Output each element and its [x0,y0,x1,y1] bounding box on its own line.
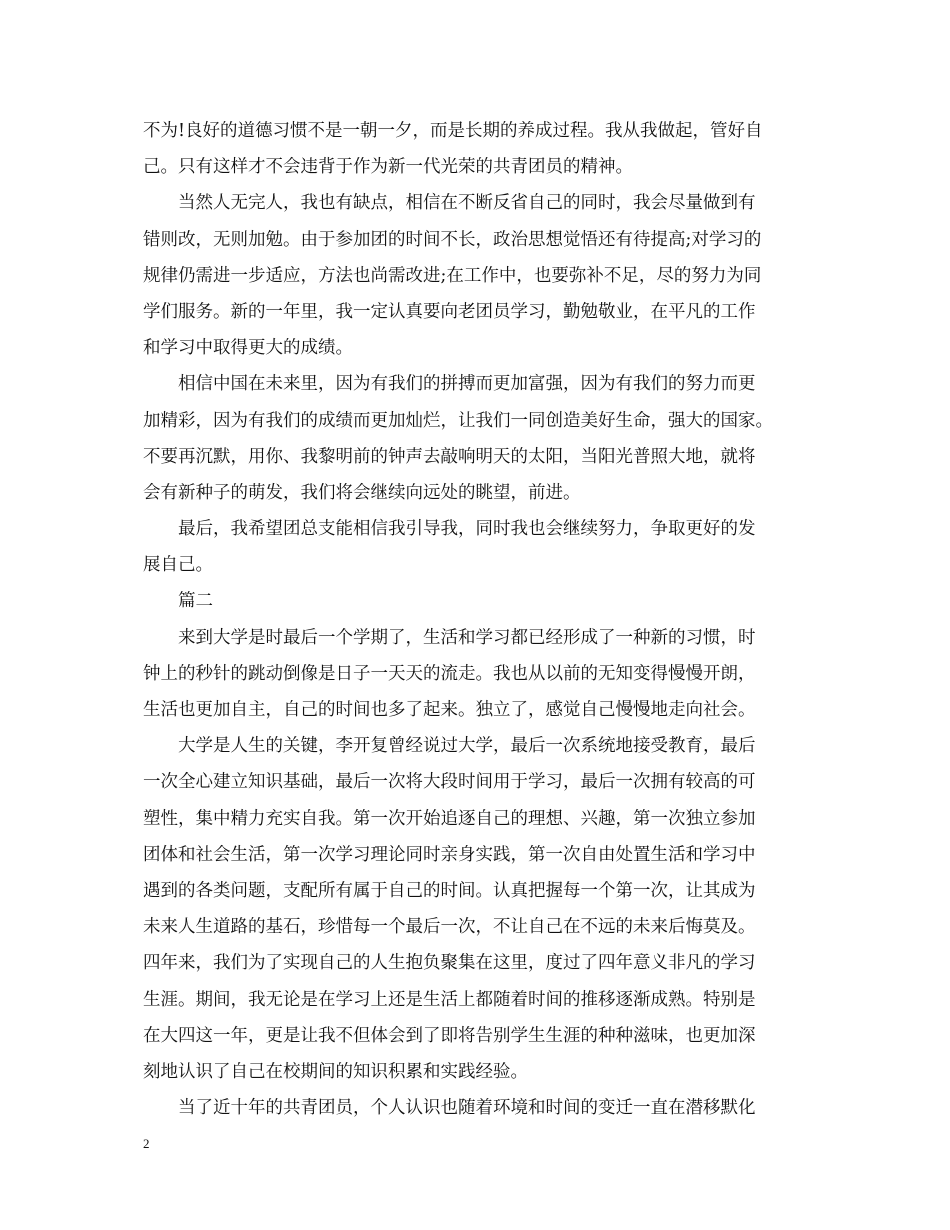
text-line: 钟上的秒针的跳动倒像是日子一天天的流走。我也从以前的无知变得慢慢开朗， [143,663,756,684]
text-line: 相信中国在未来里，因为有我们的拼搏而更加富强，因为有我们的努力而更 [178,374,756,395]
text-line: 己。只有这样才不会违背于作为新一代光荣的共青团员的精神。 [143,157,633,178]
text-line: 不为!良好的道德习惯不是一朝一夕，而是长期的养成过程。我从我做起，管好自 [143,121,763,141]
text-line: 四年来，我们为了实现自己的人生抱负聚集在这里，度过了四年意义非凡的学习 [143,953,756,974]
text-line: 和学习中取得更大的成绩。 [143,338,353,359]
text-line: 篇二 [178,591,213,612]
text-line: 不要再沉默，用你、我黎明前的钟声去敲响明天的太阳，当阳光普照大地，就将 [143,446,756,467]
text-line: 生活也更加自主，自己的时间也多了起来。独立了，感觉自己慢慢地走向社会。 [143,700,756,720]
text-line: 会有新种子的萌发，我们将会继续向远处的眺望，前进。 [143,482,581,503]
text-line: 当了近十年的共青团员，个人认识也随着环境和时间的变迁一直在潜移默化 [178,1098,756,1119]
text-line: 最后，我希望团总支能相信我引导我，同时我也会继续努力，争取更好的发 [178,519,756,540]
text-line: 刻地认识了自己在校期间的知识积累和实践经验。 [143,1061,528,1082]
text-line: 当然人无完人，我也有缺点，相信在不断反省自己的同时，我会尽量做到有 [178,193,756,214]
text-line: 塑性，集中精力充实自我。第一次开始追逐自己的理想、兴趣，第一次独立参加 [143,808,756,829]
page-number: 2 [143,1136,150,1151]
text-line: 来到大学是时最后一个学期了，生活和学习都已经形成了一种新的习惯，时 [178,627,756,648]
text-line: 在大四这一年，更是让我不但体会到了即将告别学生生涯的种种滋味，也更加深 [143,1025,756,1046]
text-line: 错则改，无则加勉。由于参加团的时间不长，政治思想觉悟还有待提高;对学习的 [143,229,762,250]
text-line: 未来人生道路的基石，珍惜每一个最后一次，不让自己在不远的未来后悔莫及。 [143,917,756,938]
text-line: 加精彩，因为有我们的成绩而更加灿烂，让我们一同创造美好生命，强大的国家。 [143,410,773,431]
text-line: 展自己。 [143,555,213,576]
text-line: 一次全心建立知识基础，最后一次将大段时间用于学习，最后一次拥有较高的可 [143,772,756,793]
body-text [143,113,823,1126]
text-line: 团体和社会生活，第一次学习理论同时亲身实践，第一次自由处置生活和学习中 [143,844,756,865]
text-line: 生涯。期间，我无论是在学习上还是生活上都随着时间的推移逐渐成熟。特别是 [143,989,756,1010]
text-line: 遇到的各类问题，支配所有属于自己的时间。认真把握每一个第一次，让其成为 [143,880,756,901]
text-line: 大学是人生的关键，李开复曾经说过大学，最后一次系统地接受教育，最后 [178,736,756,757]
text-line: 规律仍需进一步适应，方法也尚需改进;在工作中，也要弥补不足，尽的努力为同 [143,265,762,286]
text-line: 学们服务。新的一年里，我一定认真要向老团员学习，勤勉敬业，在平凡的工作 [143,301,756,322]
